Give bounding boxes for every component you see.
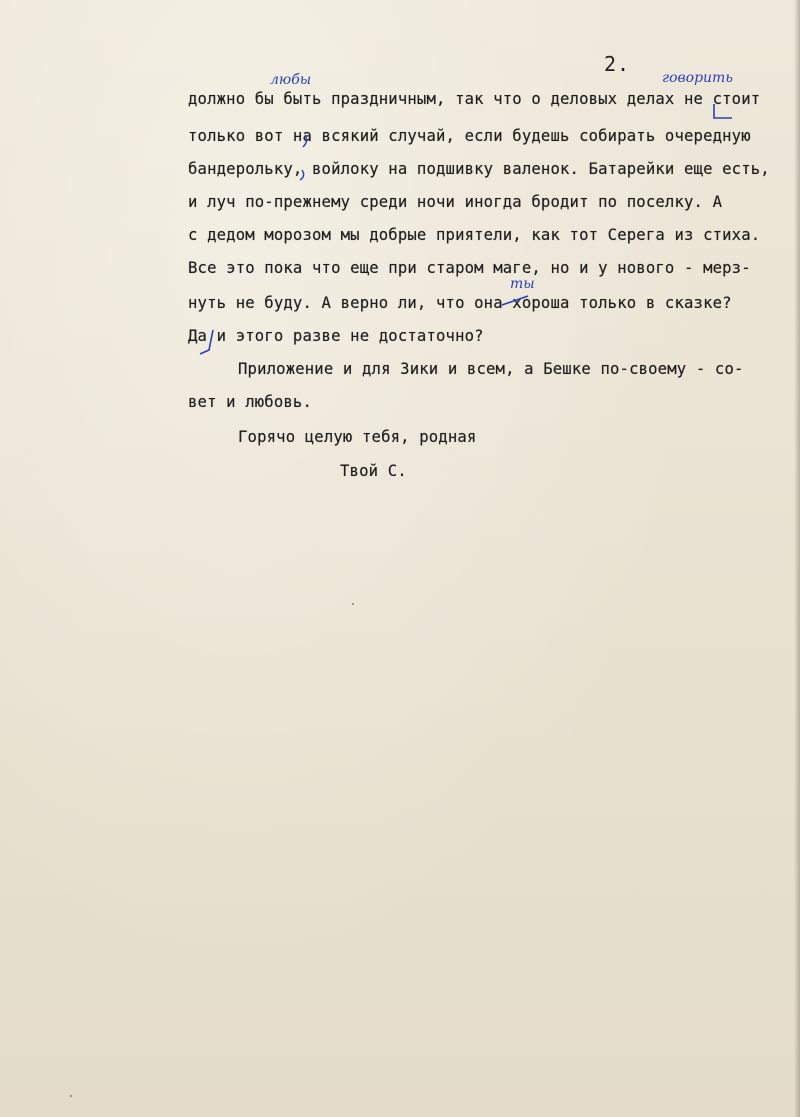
paper-speck bbox=[352, 603, 354, 605]
closing-line: Горячо целую тебя, родная bbox=[238, 428, 477, 446]
signature-line: Твой С. bbox=[340, 462, 407, 480]
handwritten-correction-1: любы bbox=[270, 72, 312, 88]
text-line-6: Все это пока что еще при старом маге, но и у нового - мерз- bbox=[188, 259, 751, 277]
text-line-1: должно бы быть праздничным, так что о деловых делах не стоит bbox=[188, 90, 761, 108]
text-line-5: с дедом морозом мы добрые приятели, как тот Серега из стиха. bbox=[188, 226, 761, 244]
text-line-10: вет и любовь. bbox=[188, 393, 312, 411]
text-line-8: Да и этого разве не достаточно? bbox=[188, 327, 484, 345]
page-number: 2. bbox=[604, 52, 631, 76]
handwritten-correction-2: говорить bbox=[662, 70, 733, 86]
paper-speck bbox=[70, 1095, 72, 1097]
text-line-7: нуть не буду. А верно ли, что она хороша только в сказке? bbox=[188, 294, 732, 312]
text-line-2: только вот на всякий случай, если будешь собирать очередную bbox=[188, 127, 751, 145]
handwritten-correction-3: ты bbox=[510, 276, 535, 292]
text-line-4: и луч по-прежнему среди ночи иногда бродит по поселку. А bbox=[188, 193, 723, 211]
text-line-3: бандерольку, войлоку на подшивку валенок. Батарейки еще есть, bbox=[188, 160, 770, 178]
handwritten-marks bbox=[0, 0, 800, 520]
text-line-9: Приложение и для Зики и всем, а Бешке по-своему - со- bbox=[238, 360, 744, 378]
